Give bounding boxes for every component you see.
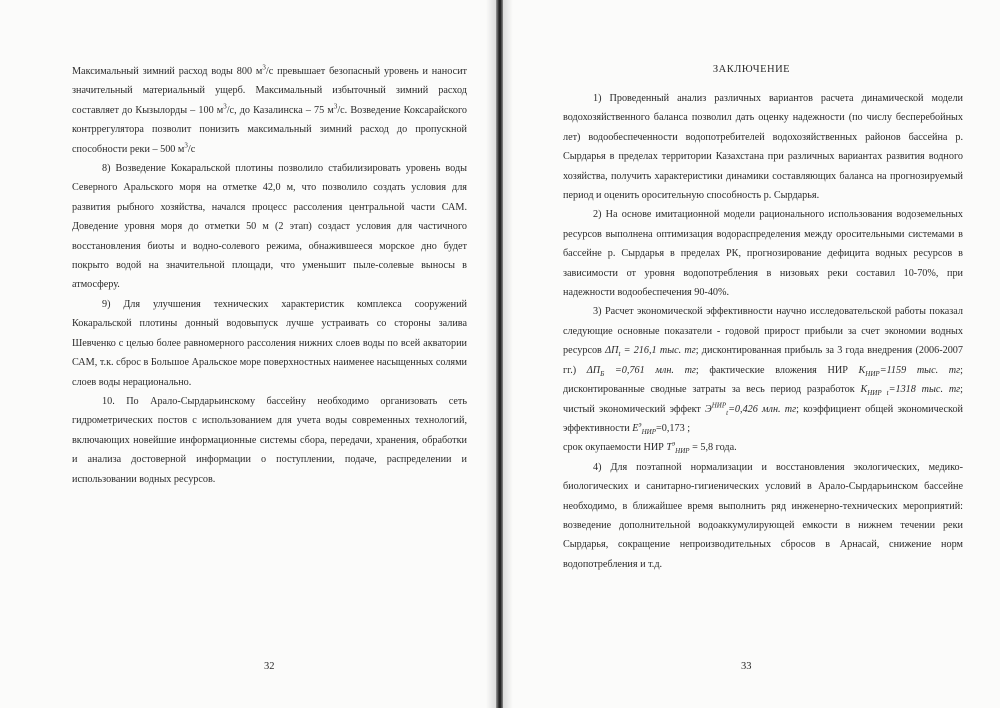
formula-payback	[666, 439, 690, 456]
page-edge-shadow	[503, 0, 513, 708]
superscript: 3	[262, 63, 266, 72]
superscript: э	[638, 420, 642, 429]
formula-investment	[859, 365, 961, 376]
formula-profit	[605, 345, 696, 359]
text-span: ; фактические вложения НИР	[695, 364, 859, 376]
subscript: t	[726, 408, 729, 417]
subscript: t	[618, 350, 621, 359]
superscript: 3	[333, 102, 338, 111]
subscript: НИР	[675, 447, 690, 456]
formula-efficiency	[632, 420, 656, 436]
text-span: срок окупаемости НИР	[563, 442, 667, 454]
subscript: НИР t	[867, 389, 889, 398]
text-span: /с превышает безопасный уровень и наносит значительный материальный ущерб. Максимальный избыточный зимний расход составляет до Кызылорды – 100 м	[72, 66, 468, 116]
formula-discounted-profit	[587, 365, 696, 376]
conclusion-3	[563, 302, 963, 438]
symbol: ΔП	[605, 345, 619, 357]
page-number: 33	[741, 661, 752, 672]
symbol: Э	[705, 403, 712, 415]
paragraph-10: 10. По Арало-Сырдарьинскому бассейну необходимо организовать сеть гидрометрических постов с использованием для учета воды современных технологий, включающих новейшие информационные системы сбора, передачи, хранения, обработки и анализа достоверной информации о поступлении, подаче, распределении и использовании водных ресурсов.	[72, 395, 467, 485]
formula-net-effect	[705, 401, 797, 417]
value: = 5,8 года.	[689, 442, 737, 454]
superscript: 3	[223, 102, 227, 111]
text-span: ; коэффициент общей экономической эффективности	[563, 403, 963, 434]
text-span: 3) Расчет экономической эффективности научно исследовательской работы показал следующие основные показатели - годовой прирост прибыли за счет экономии водных ресурсов	[563, 306, 963, 357]
symbol: К	[860, 384, 868, 396]
paragraph-8: 8) Возведение Кокаральской плотины позволило стабилизировать уровень воды Северного Аральского моря на отметке 42,0 м, что позволило создать условия для развития рыбного хозяйства, начался процесс рассоления центральной части САМ. Доведение уровня моря до отметки 50 м (2 этап) создаст условия для частичного восстановления биоты и водно-солевого режима, обнажившееся морское дно будет покрыто водой на значительной площади, что уменьшит пыле-солевые выносы в атмосферу.	[72, 163, 467, 291]
conclusion-1: 1) Проведенный анализ различных вариантов расчета динамической модели водохозяйственного баланса позволил дать оценку надежности (по числу бесперебойных лет) водообеспеченности водопотребителей водохозяйственных районов бассейна р. Сырдарья в пределах территории Казахстана при различных вариантах развития водного хозяйства, получить характеристики динамики составляющих баланса на прогнозируемый период и оценить оросительную способность р. Сырдарья.	[563, 93, 963, 202]
value: =1318 тыс. тг	[888, 384, 961, 396]
superscript: НИР	[711, 401, 727, 410]
value: =0,426 млн. тг	[728, 403, 797, 415]
page-number: 32	[264, 661, 275, 672]
right-page	[503, 0, 1000, 708]
page-edge-shadow	[486, 0, 496, 708]
conclusion-4: 4) Для поэтапной нормализации и восстановления экологических, медико-биологических и санитарно-гигиенических условий в Арало-Сырдарьинском бассейне необходимо, в ближайшее время выполнить ряд инженерно-технических мероприятий: возведение дополнительной водоаккумулирующей емкости в нижнем течении реки Сырдарья, сокращение непроизводительных сбросов в Арнасай, снижение норм водопотребления и т.д.	[563, 461, 963, 570]
symbol: ΔП	[586, 364, 601, 376]
right-page-text	[563, 89, 963, 574]
symbol: Т	[666, 442, 673, 454]
subscript: Б	[600, 369, 605, 378]
symbol: Е	[632, 422, 639, 434]
continuation-paragraph	[72, 62, 467, 159]
value: = 216,1 тыс. тг	[620, 345, 696, 357]
section-heading: ЗАКЛЮЧЕНИЕ	[712, 64, 791, 75]
value: =0,761 млн. тг	[604, 364, 696, 376]
left-page-text	[72, 62, 467, 489]
conclusion-3-payback	[563, 438, 963, 457]
book-gutter	[496, 0, 503, 708]
subscript: НИР	[865, 369, 880, 378]
text-span: /с, до Казалинска – 75 м	[226, 104, 334, 116]
superscript: 3	[184, 141, 188, 150]
text-span: ; дисконтированная прибыль за 3 года внедрения (2006-2007 гг.)	[563, 345, 963, 376]
text-span: /с. Возведение Коксарайского контррегулятора позволит понизить максимальный зимний расход до пропускной способности реки – 500 м	[72, 104, 467, 155]
left-page	[0, 0, 496, 708]
formula-total-costs	[860, 384, 961, 398]
paragraph-9: 9) Для улучшения технических характеристик комплекса сооружений Кокаральской плотины донный водовыпуск лучше устраивать со стороны залива Шевченко с целью более равномерного рассоления нижних слоев воды по всей акватории САМ, т.к. сброс в Большое Аральское море поверхностных наименее насыщенных солями слоев воды нерационально.	[72, 298, 467, 388]
superscript: э	[672, 439, 676, 448]
text-span: ; чистый экономический эффект	[563, 384, 963, 415]
text-span: Максимальный зимний расход воды 800 м	[72, 66, 263, 77]
symbol: К	[858, 364, 866, 376]
text-span: /с	[187, 143, 196, 155]
subscript: НИР	[641, 427, 656, 436]
conclusion-2: 2) На основе имитационной модели рационального использования водоземельных ресурсов выполнена оптимизация водораспределения между оросительными системами в бассейне р. Сырдарья в пределах РК, прогнозирование дефицита водных ресурсов в зависимости от уровня водопотребления в низовьях реки составил 10-70%, при надежности водообеспечения 90-40%.	[563, 209, 963, 299]
value: =1159 тыс. тг	[879, 364, 961, 376]
text-span: ; дисконтированные сводные затраты за весь период разработок	[563, 364, 963, 396]
value: =0,173 ;	[656, 422, 691, 434]
